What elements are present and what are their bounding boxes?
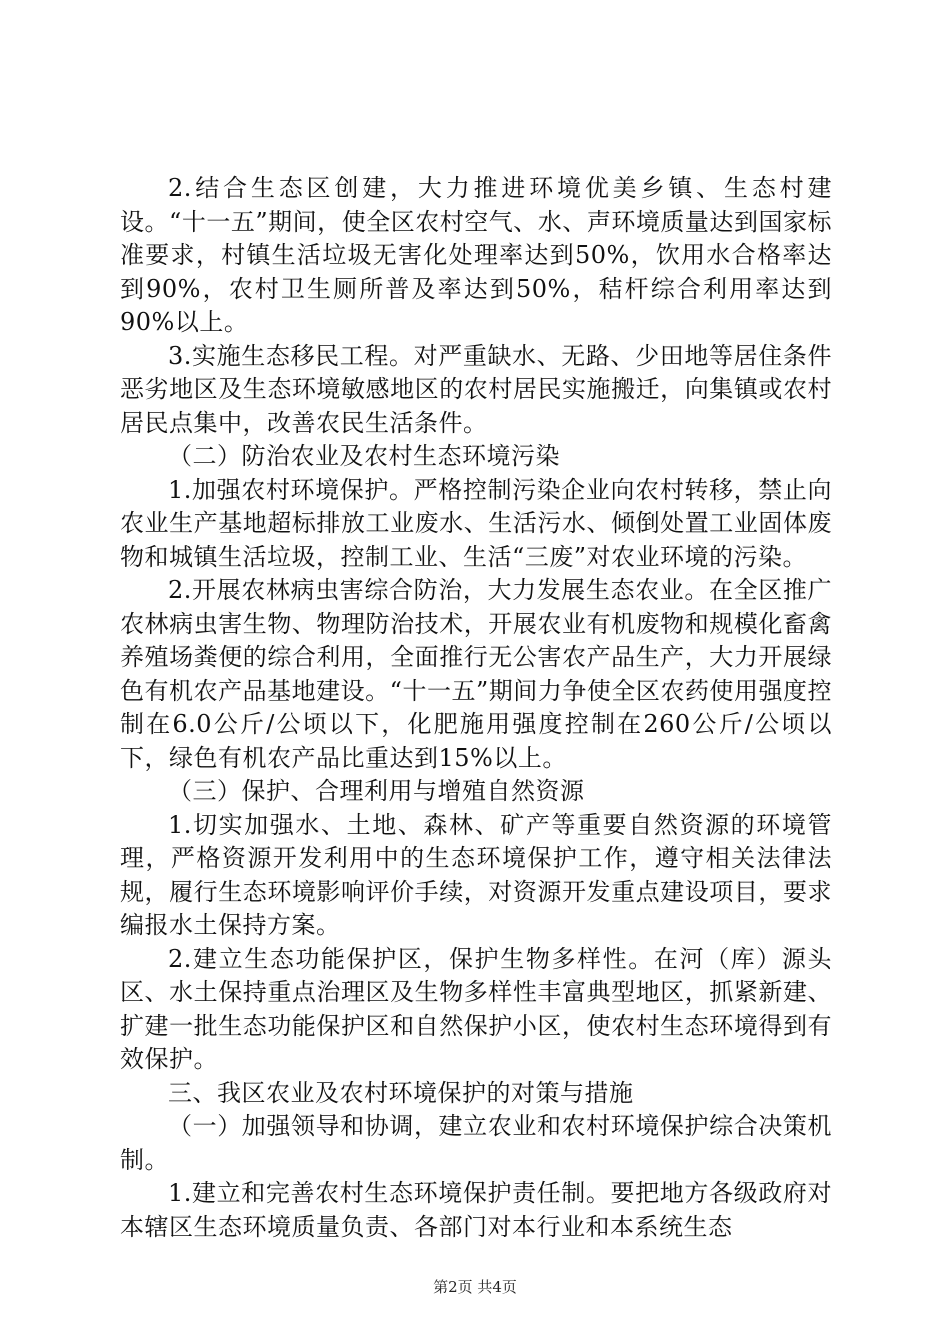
paragraph: 1.加强农村环境保护。严格控制污染企业向农村转移，禁止向农业生产基地超标排放工业废水、生活污水、倾倒处置工业固体废物和城镇生活垃圾，控制工业、生活“三废”对农业环境的污染。: [120, 475, 832, 571]
paragraph: 1.建立和完善农村生态环境保护责任制。要把地方各级政府对本辖区生态环境质量负责、各部门对本行业和本系统生态: [120, 1179, 832, 1241]
document-body: [120, 172, 832, 1244]
paragraph: 3.实施生态移民工程。对严重缺水、无路、少田地等居住条件恶劣地区及生态环境敏感地区的农村居民实施搬迁，向集镇或农村居民点集中，改善农民生活条件。: [120, 341, 832, 437]
section-heading: （二）防治农业及农村生态环境污染: [168, 442, 560, 470]
paragraph: 2.开展农林病虫害综合防治，大力发展生态农业。在全区推广农林病虫害生物、物理防治技术，开展农业有机废物和规模化畜禽养殖场粪便的综合利用，全面推行无公害农产品生产，大力开展绿色有机农产品基地建设。“十一五”期间力争使全区农药使用强度控制在6.0公斤/公顷以下，化肥施用强度控制在260公斤/公顷以下，绿色有机农产品比重达到15%以上。: [120, 576, 832, 772]
chapter-heading: 三、我区农业及农村环境保护的对策与措施: [168, 1078, 634, 1107]
section-heading: （一）加强领导和协调，建立农业和农村环境保护综合决策机制。: [120, 1112, 832, 1174]
paragraph: 1.切实加强水、土地、森林、矿产等重要自然资源的环境管理，严格资源开发利用中的生态环境保护工作，遵守相关法律法规，履行生态环境影响评价手续，对资源开发重点建设项目，要求编报水土保持方案。: [120, 810, 832, 939]
paragraph: 2.建立生态功能保护区，保护生物多样性。在河（库）源头区、水土保持重点治理区及生物多样性丰富典型地区，抓紧新建、扩建一批生态功能保护区和自然保护小区，使农村生态环境得到有效保护。: [120, 944, 832, 1073]
section-heading: （三）保护、合理利用与增殖自然资源: [168, 777, 585, 805]
page-footer: 第2页 共4页: [433, 1278, 517, 1296]
paragraph: 2.结合生态区创建，大力推进环境优美乡镇、生态村建设。“十一五”期间，使全区农村空气、水、声环境质量达到国家标准要求，村镇生活垃圾无害化处理率达到50%，饮用水合格率达到90%，农村卫生厕所普及率达到50%，秸杆综合利用率达到90%以上。: [120, 174, 832, 336]
